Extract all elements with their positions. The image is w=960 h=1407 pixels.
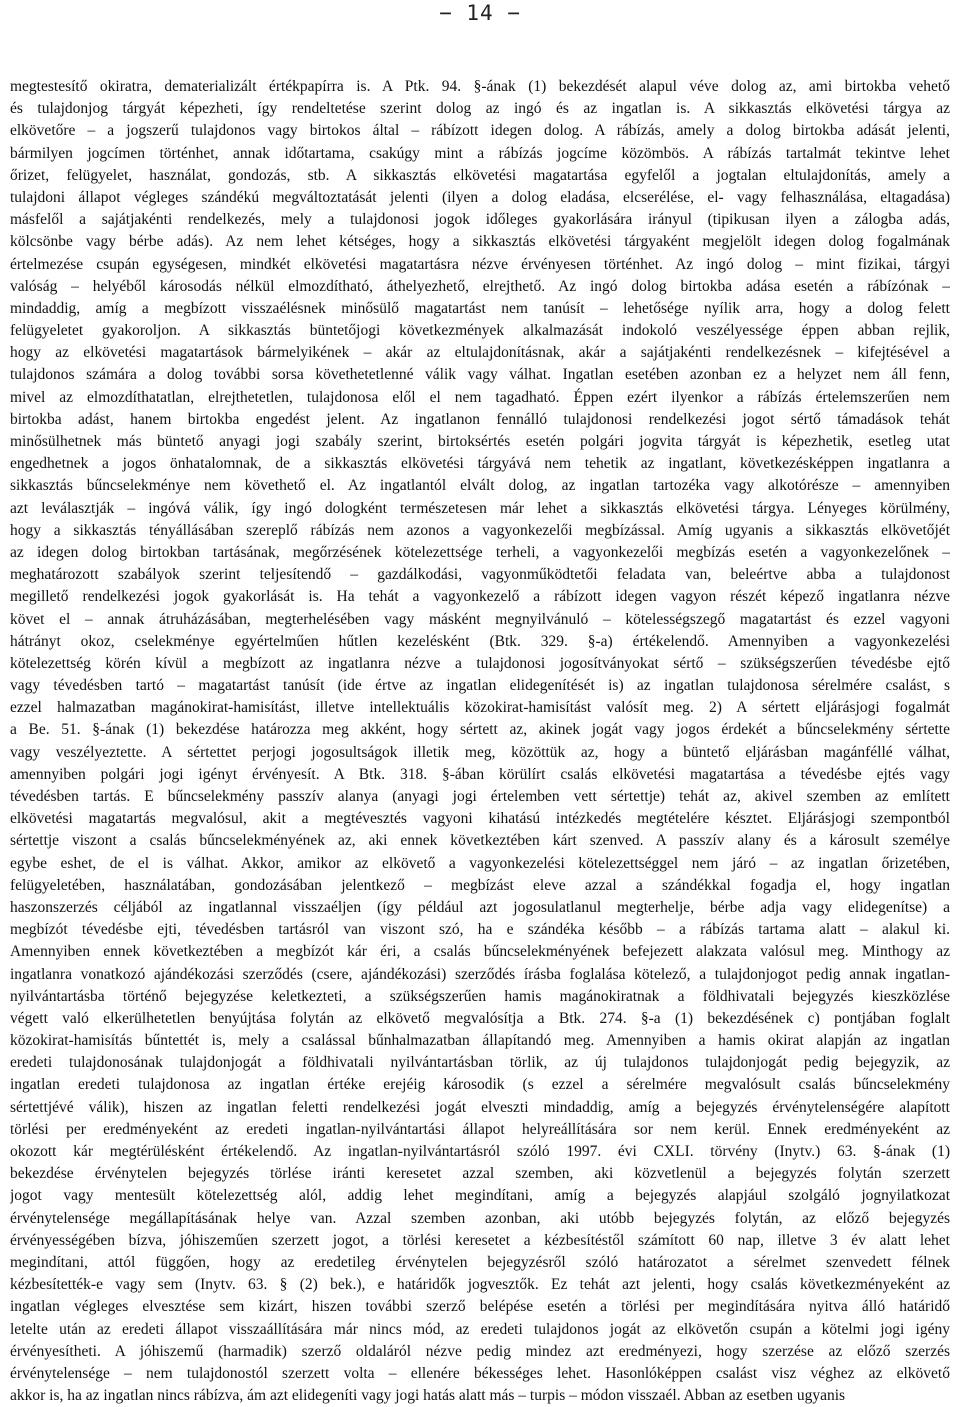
text-line: megillető rendelkezési jogok gyakorlását is. Ha tehát a vagyonkezelő a rábízott idegen vagyon részét képező ingatlanra nézve [10,588,950,606]
text-line: hogy az elkövetési magatartások bármelyikének – akár az eltulajdonításnak, akár a sajátjakénti rendelkezésnek – kifejtésével a [10,344,950,362]
text-line: elkövetőre – a jogszerű tulajdonos vagy birtokos által – rábízott idegen dolog. A rábízás, amely a dolog birtokba adását jelenti, [10,122,950,140]
text-line: jogot vagy mentesült kötelezettség alól, addig lehet megindítani, amíg a bejegyzés alapjául szolgáló jognyilatkozat [10,1187,950,1205]
text-line: tulajdoni állapot végleges szándékú megváltoztatását jelenti (ilyen a dolog eladása, elcserélése, el- vagy felhasználása, eltagadása) [10,188,950,206]
text-line: megtestesítő okiratra, dematerializált értékpapírra is. A Ptk. 94. §-ának (1) bekezdését alapul véve dolog az, ami birtokba vehető [10,78,950,95]
text-line: eredeti tulajdonosának tulajdonjogát a földhivatali nyilvántartásban törlik, az új tulajdonos tulajdonjogát pedig bejegyzik, az [10,1054,950,1072]
text-line: érvénytelensége megállapításának helye van. Azzal szemben azonban, aki utóbb bejegyzés folytán, az előző bejegyzés [10,1209,950,1227]
text-line: tulajdonos számára a dolog további sorsa követhetetlenné válik vagy válhat. Ingatlan esetében azonban ez a helyzet nem áll fenn, [10,366,950,384]
text-line: sikkasztás bűncselekménye nem követhető el. Az ingatlantól elvált dolog, az ingatlan tartozéka vagy alkotórésze – amennyiben [10,477,950,495]
text-line: vagy veszélyeztette. A sértettet perjogi jogosultságok illetik meg, közöttük az, hogy a büntető eljárásban magánféllé válhat, [10,743,950,761]
text-line: tévedésben tartás. E bűncselekmény passzív alanya (anyagi jogi értelemben vett sértettje) tehát az, akivel szemben az említett [10,788,950,805]
text-line: nyilvántartásba történő bejegyzése keletkezteti, a szükségszerűen hamis magánokiratnak a földhivatali bejegyzés kieszközlése [10,987,950,1005]
text-line: megbízót tévedésbe ejti, tévedésben tartásról van viszont szó, ha e szándéka később – a rábízás tartama alatt – alakul ki. [10,921,950,939]
text-line: kölcsönbe vagy bérbe adás). Az nem lehet kétséges, hogy a sikkasztás elkövetési tárgyaként megjelölt idegen dolog fogalmának [10,233,950,251]
text-line: érvényességében bízva, jóhiszeműen szerzett jogot, a törlési keresetet a kézbesítéstől számított 60 nap, illetve 3 év alatt lehet [10,1231,950,1249]
text-line: letelte után az eredeti állapot visszaállítására már nincs mód, az eredeti tulajdonos jogát az elkövetőn csupán a kötelmi jogi igény [10,1320,950,1338]
text-line: azt leválasztják – ingóvá válik, így ingó dologként természetesen már lehet a sikkasztás elkövetési tárgya. Lényeges körülmény, [10,499,950,517]
text-line: elkövetési magatartás megvalósul, akit a megtévesztés vagyoni kihatású intézkedés megtételére késztet. Eljárásjogi szempontból [10,810,950,828]
text-line: sértettjévé válik), hiszen az ingatlan feletti rendelkezési jogát elveszti mindaddig, amíg a bejegyzés érvénytelenségére alapított [10,1098,950,1116]
text-line: birtokba adást, hanem birtokba engedést jelent. Az ingatlanon fennálló tulajdonosi rendelkezési jogot sértő támadások tehát [10,410,950,428]
body-text [10,76,950,1407]
text-line: bármilyen jogcímen történhet, annak időtartama, csakúgy mint a rábízás jogcíme közömbös. A rábízás tartalmát tekintve lehet [10,144,950,162]
text-line: felügyeletet gyakoroljon. A sikkasztás büntetőjogi következmények alkalmazását indokoló veszélyessége éppen abban rejlik, [10,322,950,340]
text-line: amennyiben polgári jogi igényt érvényesít. A Btk. 318. §-ában körülírt csalás elkövetési magatartása a tévedésbe ejtés vagy [10,765,950,783]
page-number: − 14 − [439,1,521,25]
text-line: megindítani, attól függően, hogy az eredetileg érvénytelen bejegyzésről szóló határozatot a sérelmet szenvedett félnek [10,1253,950,1271]
text-line: okozott kár megtérülésként értékelendő. Az ingatlan-nyilvántartásról szóló 1997. évi CXLI. törvény (Inytv.) 63. §-ának (1) [10,1143,950,1160]
text-line: kötelezettség körén kívül a megbízott az ingatlanra nézve a tulajdonosi jogosítványokat sértő – szükségszerűen tévedésbe ejtő [10,654,950,672]
text-line: egybe eshet, de el is válhat. Akkor, amikor az elkövető a vagyonkezelési kötelezettséggel nem járó – az ingatlan őrizetében, [10,854,950,872]
text-line: meghatározott szabályok szerint teljesítendő – gazdálkodási, vagyonműködtetői feladata van, beleértve abba a tulajdonost [10,566,950,584]
text-line: engedhetnek a jogos önhatalomnak, de a sikkasztás elkövetési tárgyává nem tehetik az ingatlant, következésképpen ingatlanra a [10,455,950,473]
text-line: ingatlanra vonatkozó ajándékozási szerződés (csere, ajándékozási) szerződés írásba foglalása kötelező, a tulajdonjogot pedig annak ingatlan- [10,965,950,983]
text-line: mindaddig, amíg a megbízott visszaélésnek minősülő magatartást nem tanúsít – lehetősége nyílik arra, hogy a dolog felett [10,299,950,317]
text-line: értelmezése csupán egységesen, mindkét elkövetési magatartásra nézve érvényesen történhet. Az ingó dolog – mint fizikai, tárgyi [10,255,950,273]
text-line: Amennyiben ennek következtében a megbízót kár éri, a csalás bűncselekményének befejezett alakzata valósul meg. Minthogy az [10,943,950,961]
text-line: ezzel halmazatban magánokirat-hamisítást, illetve intellektuális közokirat-hamisítást valósít meg. 2) A sértett eljárásjogi fogalmát [10,699,950,717]
text-line: őrizet, felügyelet, használat, gondozás, stb. A sikkasztás elkövetési magatartása egyfelől a jogtalan eltulajdonítás, amely a [10,166,950,184]
text-line: mivel az elmozdíthatatlan, elrejthetetlen, tulajdonosa elől el nem tagadható. Éppen ezért ilyenkor a rábízás értelemszerűen nem [10,388,950,406]
text-line: sértettje viszont a csalás bűncselekményének az, aki ennek következtében kárt szenved. A passzív alany és a károsult személye [10,832,950,850]
text-line: valóság – helyéből károsodás nélkül elmozdítható, áthelyezhető, elrejthető. Az ingó dolog birtokba adása esetén a rábízónak – [10,277,950,295]
text-line: felügyeletében, használatában, gondozásában jelentkező – megbízást eleve azzal a szándékkal fogadja el, hogy ingatlan [10,876,950,894]
text-line: törlési per eredményeként az eredeti ingatlan-nyilvántartási állapot helyreállítására sor nem kerül. Ennek eredményeként az [10,1120,950,1138]
text-line: hogy a sikkasztás tényállásában szereplő rábízás nem azonos a vagyonkezelői megbízással. Amíg ugyanis a sikkasztás elkövetőjét [10,521,950,539]
text-line: ingatlan végleges elvesztése sem kizárt, hiszen további szerző belépése esetén a törlési per megindítására nyitva álló határidő [10,1298,950,1316]
text-line: közokirat-hamisítás bűntettét is, mely a csalással bűnhalmazatban állapítandó meg. Amennyiben a hamis okirat alapján az ingatlan [10,1032,950,1050]
text-line: haszonszerzés céljából az ingatlannal visszaéljen (így például azt jogosulatlanul megterhelje, bérbe adja vagy elidegenítse) a [10,898,950,916]
text-line: érvénytelensége – nem tulajdonostól szerzett volta – ellenére békességes lehet. Hasonlóképpen csalást visz véghez az elkövető [10,1364,950,1382]
text-line: végett való elkerülhetetlen benyújtása folytán az elkövető megvalósítja a Btk. 274. §-a (1) bekezdésének c) pontjában foglalt [10,1009,950,1027]
text-line: másfelől a sajátjakénti rendelkezés, mely a tulajdonosi jogok időleges gyakorlására irányul (tipikusan ilyen a zálogba adás, [10,211,950,229]
text-line: érvényesítheti. A jóhiszemű (harmadik) szerző oldaláról nézve pedig mindez azt eredményezi, hogy szerzése az előző szerzés [10,1342,950,1360]
text-line: követ el – annak átruházásában, megterhelésében vagy másként megnyilvánuló – kötelességszegő magatartást és ezzel vagyoni [10,610,950,628]
text-line: az idegen dolog birtokban tartásának, megőrzésének kötelezettsége terheli, a vagyonkezelői megbízás esetén a vagyonkezelőnek – [10,543,950,561]
text-line: és tulajdonjog tárgyát képezheti, így rendeltetése szerint dolog az ingó és az ingatlan is. A sikkasztás elkövetési tárgya az [10,100,950,118]
text-line: vagy tévedésben tartó – magatartást tanúsít (ide értve az ingatlan elidegenítését is) az ingatlan tulajdonosa sérelmére csalást, s [10,677,950,695]
text-line: bekezdése érvénytelen bejegyzés törlése iránti keresetet azzal szemben, aki közvetlenül a bejegyzés folytán szerzett [10,1165,950,1183]
text-line: akkor is, ha az ingatlan nincs rábízva, ám azt elidegeníti vagy jogi hatás alatt más – turpis – módon visszaél. Abban az esetben ugyanis [10,1387,846,1405]
text-line: ingatlan eredeti tulajdonosa az ingatlan értéke erejéig károsodik (s ezzel a sérelmére megvalósult csalás bűncselekmény [10,1076,950,1094]
text-line: hátrányt okoz, cselekménye egyértelműen hűtlen kezelésként (Btk. 329. §-a) értékelendő. Amennyiben a vagyonkezelési [10,632,950,650]
text-line: minősülhetnek más büntető anyagi jogi szabály szerint, birtoksértés esetén polgári jogvita tárgyát is képezhetik, esetleg utat [10,433,950,450]
text-line: a Be. 51. §-ának (1) bekezdése határozza meg akként, hogy sértett az, akinek jogát vagy jogos érdekét a bűncselekmény sértette [10,721,950,739]
text-line: kézbesítették-e vagy sem (Inytv. 63. § (2) bek.), e határidők jogvesztők. Ez tehát azt jelenti, hogy csalás következményeként az [10,1276,950,1294]
